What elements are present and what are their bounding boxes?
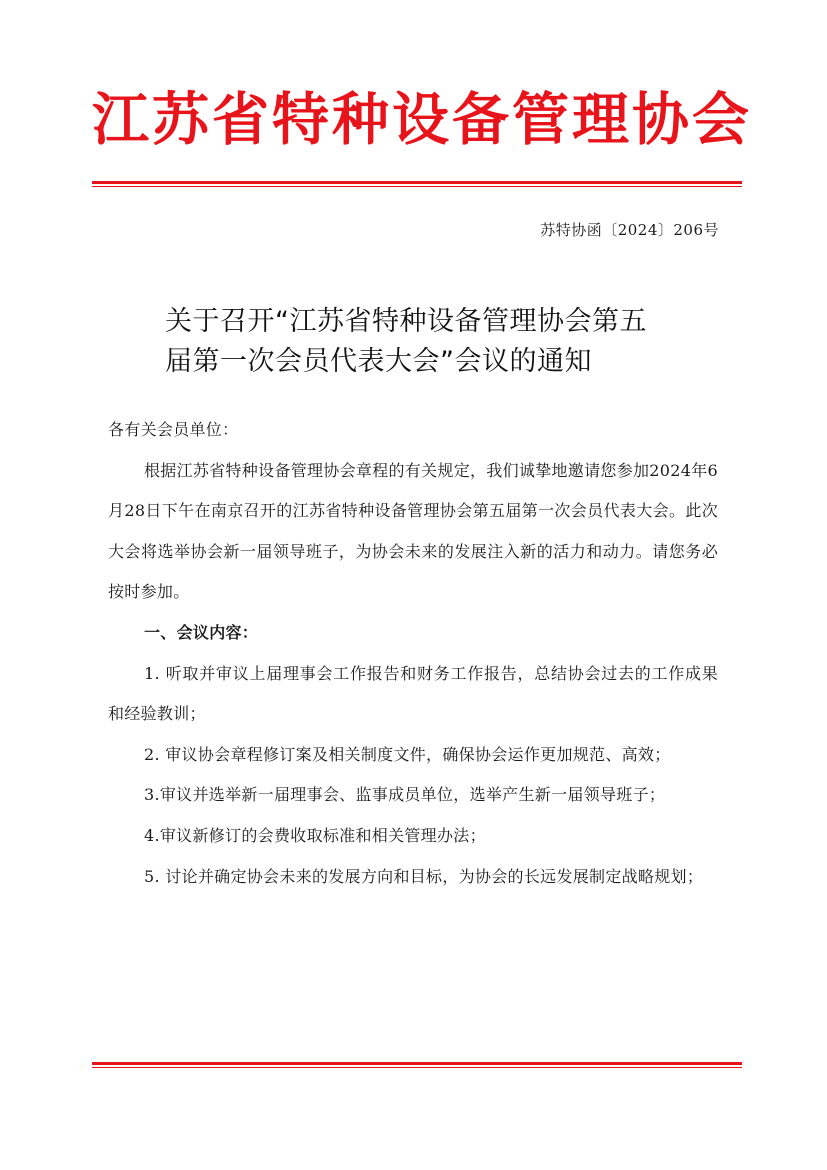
notice-title bbox=[165, 302, 745, 382]
list-item: 2. 审议协会章程修订案及相关制度文件，确保协会运作更加规范、高效； bbox=[144, 744, 671, 764]
letterhead-org-name: 江苏省特种设备管理协会 bbox=[92, 87, 752, 153]
list-item: 3.审议并选举新一届理事会、监事成员单位，选举产生新一届领导班子； bbox=[144, 785, 666, 805]
letterhead-divider bbox=[92, 181, 742, 187]
document-number: 苏特协函〔2024〕206号 bbox=[540, 221, 719, 239]
footer-divider bbox=[92, 1062, 742, 1068]
list-item: 4.审议新修订的会费收取标准和相关管理办法； bbox=[144, 825, 486, 845]
list-item: 1. 听取并审议上届理事会工作报告和财务工作报告，总结协会过去的工作成果和经验教训； bbox=[108, 663, 718, 724]
section-heading: 一、会议内容： bbox=[144, 622, 259, 642]
intro-paragraph: 根据江苏省特种设备管理协会章程的有关规定，我们诚挚地邀请您参加2024年6月28日下午在南京召开的江苏省特种设备管理协会第五届第一次会员代表大会。此次大会将选举协会新一届领导班子，为协会未来的发展注入新的活力和动力。请您务必按时参加。 bbox=[108, 460, 718, 602]
notice-title-line-2: 届第一次会员代表大会”会议的通知 bbox=[165, 346, 592, 377]
list-item: 5. 讨论并确定协会未来的发展方向和目标，为协会的长远发展制定战略规划； bbox=[144, 866, 704, 886]
salutation: 各有关会员单位： bbox=[108, 420, 239, 439]
notice-body bbox=[108, 410, 718, 897]
notice-title-line-1: 关于召开“江苏省特种设备管理协会第五 bbox=[165, 306, 647, 337]
